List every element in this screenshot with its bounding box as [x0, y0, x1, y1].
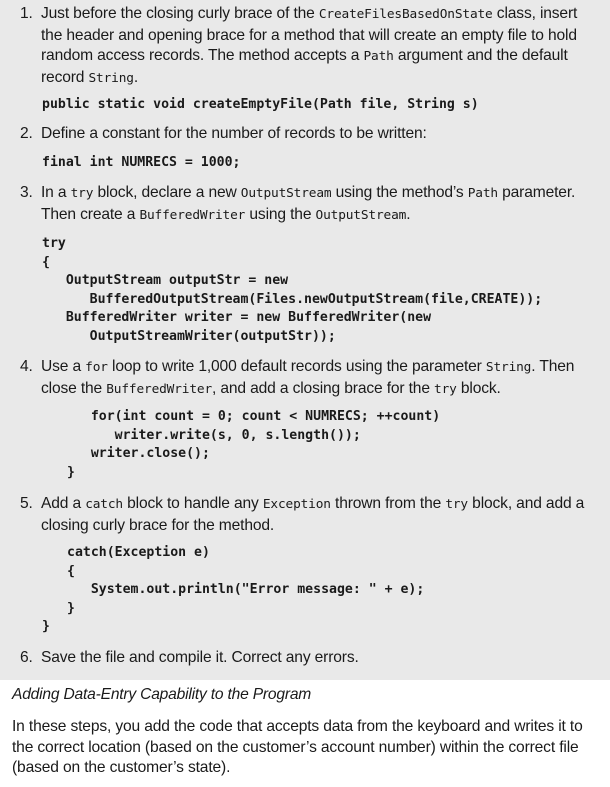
- inline-code: BufferedWriter: [106, 381, 213, 397]
- step-number: 6.: [20, 649, 33, 666]
- step-text: Use a for loop to write 1,000 default records using the parameter String. Then close the BufferedWriter, and add a closing brace for the try block.: [41, 358, 575, 397]
- code-constant: final int NUMRECS = 1000;: [42, 155, 241, 170]
- code-for-loop: for(int count = 0; count < NUMRECS; ++count) writer.write(s, 0, s.length()); writer.close(); }: [67, 409, 441, 480]
- inline-code: try: [70, 186, 94, 201]
- step-text: Define a constant for the number of records to be written:: [41, 125, 427, 142]
- inline-code: try: [434, 381, 457, 397]
- inline-code: try: [445, 497, 468, 512]
- step-number: 3.: [20, 184, 33, 201]
- step-text: Add a catch block to handle any Exception thrown from the try block, and add a closing curly brace for the method.: [41, 495, 585, 534]
- code-try-block: try { OutputStream outputStr = new BufferedOutputStream(Files.newOutputStream(file,CREATE)); BufferedWriter writer = new BufferedWriter(new OutputStreamWriter(outputStr));: [42, 236, 543, 344]
- inline-code: String: [88, 70, 134, 86]
- inline-code: BufferedWriter: [139, 207, 246, 223]
- step-number: 2.: [20, 125, 33, 142]
- inline-code: OutputStream: [315, 207, 407, 223]
- code-method-close: }: [42, 619, 50, 634]
- section-paragraph: In these steps, you add the code that accepts data from the keyboard and writes it to the correct location (based on the customer’s account number) within the correct file (based on the customer’s state).: [12, 718, 583, 776]
- step-text: Just before the closing curly brace of the CreateFilesBasedOnState class, insert the header and opening brace for a method that will create an empty file to hold random access records. The method accepts a Path argument and the default record String.: [41, 5, 578, 86]
- inline-code: Path: [363, 49, 394, 64]
- inline-code: catch: [85, 497, 123, 512]
- code-catch-block: catch(Exception e) { System.out.println("Error message: " + e); }: [67, 545, 425, 616]
- step-number: 1.: [20, 5, 33, 22]
- step-text: Save the file and compile it. Correct any errors.: [41, 649, 359, 666]
- inline-code: for: [85, 360, 108, 375]
- inline-code: Exception: [262, 497, 331, 512]
- inline-code: String: [485, 360, 532, 375]
- code-method-header: public static void createEmptyFile(Path file, String s): [42, 97, 479, 112]
- inline-code: OutputStream: [240, 186, 332, 201]
- step-number: 5.: [20, 495, 33, 512]
- inline-code: Path: [467, 186, 498, 201]
- inline-code: CreateFilesBasedOnState: [318, 7, 493, 22]
- step-text: In a try block, declare a new OutputStream using the method’s Path parameter. Then create a BufferedWriter using the OutputStream.: [41, 184, 576, 223]
- step-number: 4.: [20, 358, 33, 375]
- section-heading: Adding Data-Entry Capability to the Program: [12, 686, 312, 703]
